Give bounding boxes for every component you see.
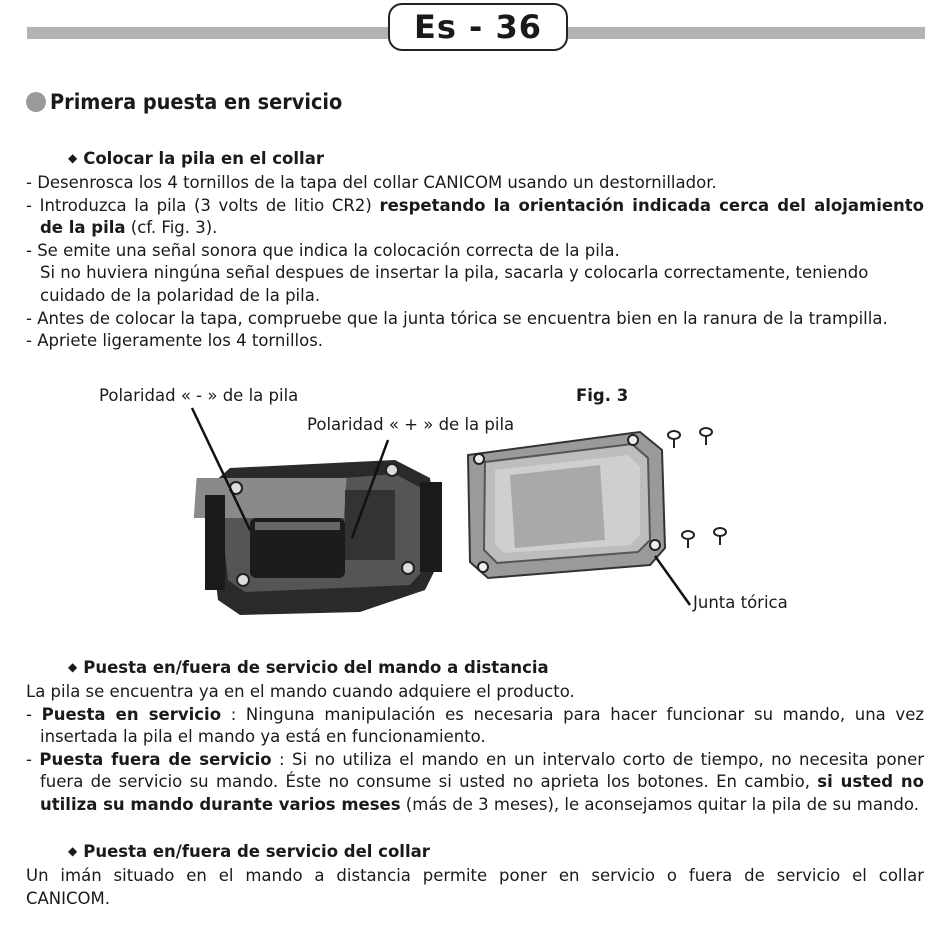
instruction-line: - Apriete ligeramente los 4 tornillos. xyxy=(26,331,324,351)
instruction-line: Un imán situado en el mando a distancia permite poner en servicio o fuera de servicio el collar xyxy=(26,866,924,885)
diamond-bullet-icon: ◆ xyxy=(68,844,78,858)
label-polarity-minus: Polaridad « - » de la pila xyxy=(99,386,299,405)
page-number: Es - 36 xyxy=(388,3,568,51)
subheading-remote xyxy=(68,658,549,677)
label-polarity-plus: Polaridad « + » de la pila xyxy=(307,415,515,434)
instruction-line: - Puesta fuera de servicio : Si no utiliza el mando en un intervalo corto de tiempo, no necesita poner xyxy=(26,749,925,769)
collar-housing xyxy=(194,460,442,615)
screw-icon xyxy=(668,428,726,548)
instruction-line: - Se emite una señal sonora que indica la colocación correcta de la pila. xyxy=(26,240,620,260)
figure-caption: Fig. 3 xyxy=(576,386,629,405)
instruction-line: cuidado de la polaridad de la pila. xyxy=(40,285,321,305)
collar-power-text xyxy=(26,865,924,910)
remote-instructions xyxy=(26,681,924,817)
collar-lid xyxy=(468,432,665,578)
pointer-joint xyxy=(655,556,690,605)
instruction-line: de la pila (cf. Fig. 3). xyxy=(40,218,218,238)
instruction-line: - Introduzca la pila (3 volts de litio CR2) respetando la orientación indicada cerca del alojamiento xyxy=(26,195,925,215)
instruction-line: Si no huviera ningúna señal despues de insertar la pila, sacarla y colocarla correctamente, teniendo xyxy=(40,263,869,283)
instruction-line: utiliza su mando durante varios meses (más de 3 meses), le aconsejamos quitar la pila de su mando. xyxy=(40,794,919,814)
instruction-line: La pila se encuentra ya en el mando cuando adquiere el producto. xyxy=(26,682,575,701)
label-o-ring: Junta tórica xyxy=(693,593,788,612)
instruction-line: - Puesta en servicio : Ninguna manipulación es necesaria para hacer funcionar su mando, una vez xyxy=(26,704,925,724)
instruction-line: - Desenrosca los 4 tornillos de la tapa del collar CANICOM usando un destornillador. xyxy=(26,173,717,192)
section-title: Primera puesta en servicio xyxy=(50,90,343,114)
diamond-bullet-icon: ◆ xyxy=(68,660,78,674)
instruction-line: insertada la pila el mando ya está en funcionamiento. xyxy=(40,727,486,747)
instruction-line: fuera de servicio su mando. Éste no consume si usted no aprieta los botones. En cambio, si usted no xyxy=(40,772,924,792)
subheading-text: Puesta en/fuera de servicio del collar xyxy=(83,842,430,861)
subheading-text: Colocar la pila en el collar xyxy=(83,149,324,168)
subheading-collar-power xyxy=(68,842,430,861)
diamond-bullet-icon: ◆ xyxy=(68,151,78,165)
instruction-line: CANICOM. xyxy=(26,888,111,908)
subheading-text: Puesta en/fuera de servicio del mando a distancia xyxy=(83,658,549,677)
instruction-line: - Antes de colocar la tapa, compruebe que la junta tórica se encuentra bien en la ranura de la trampilla. xyxy=(26,308,888,328)
